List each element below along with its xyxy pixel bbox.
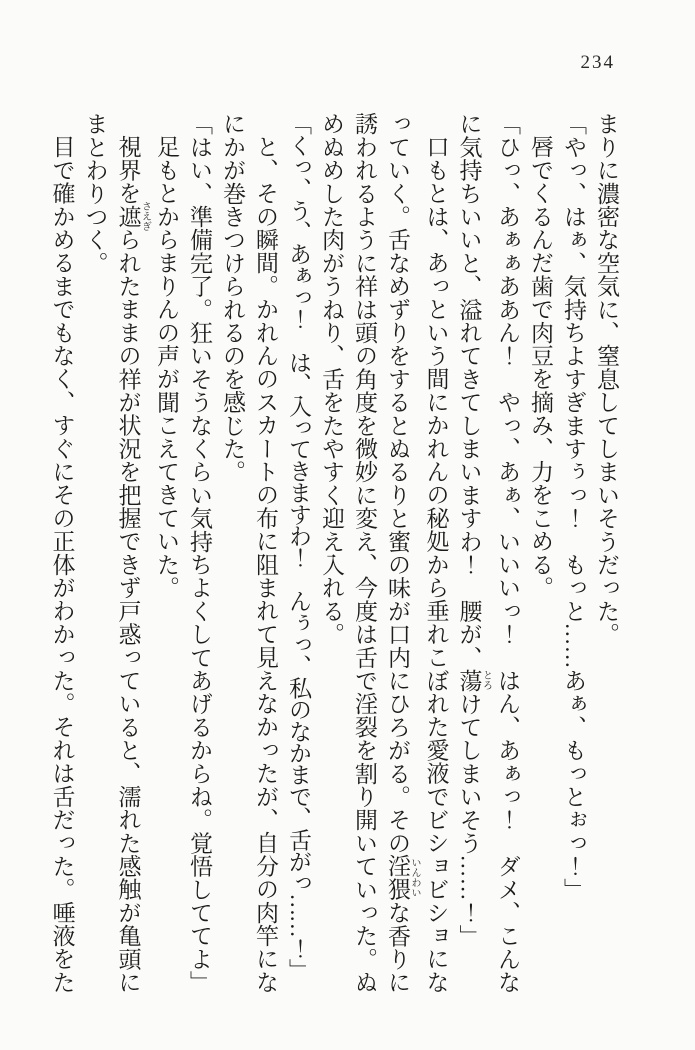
text-line: 目で確かめるまでもなく、すぐにその正体がわかった。それは舌だった。唾液をた	[49, 135, 75, 994]
text-line: 足もとからまりんの声が聞こえてきていた。	[154, 135, 179, 599]
text-line: めぬめした肉がうねり、舌をたやすく迎え入れる。	[319, 112, 344, 646]
text-line: 視界を遮 さえぎられたままの祥が状況を把握できず戸惑っていると、濡れた感触が亀頭に	[115, 135, 151, 994]
text-line: と、その瞬間。かれんのスカートの布に阻まれて見えなかったが、自分の肉竿にな	[253, 135, 278, 994]
text-line: 「ひっ、あぁぁああん！ やっ、あぁ、いいいっ！ はん、あぁっ！ ダメ、こんな	[495, 112, 520, 994]
text-line: 「くっ、う、あぁっ！ は、入ってきますわ！ んぅっ、私のなかまで、舌がっ……！」	[286, 112, 311, 981]
page-number: 234	[580, 52, 615, 73]
text-line: 誘われるように祥は頭の角度を微妙に変え、今度は舌で淫裂を割り開いていった。ぬ	[352, 112, 377, 994]
text-line: まりに濃密な空気に、窒息してしまいそうだった。	[594, 112, 619, 646]
text-line: にかが巻きつけられるのを感じた。	[220, 112, 245, 484]
text-line: に気持ちいいと、溢れてきてしまいますわ！ 腰が、蕩 とろけてしまいそう……！」	[456, 112, 492, 948]
furigana-ruby: 遮 さえぎ	[115, 201, 151, 232]
text-line: 「やっ、はぁ、気持ちよすぎますぅっ！ もっと……あぁ、もっとぉっ！」	[561, 112, 586, 901]
text-line: 「はい、準備完了。狂いそうなくらい気持ちよくしてあげるからね。覚悟しててよ」	[187, 112, 212, 994]
body-text	[46, 112, 624, 1044]
text-line: っていく。舌なめずりをするとぬるりと蜜の味が口内にひろがる。その淫猥 いんわいな香りに	[385, 112, 420, 994]
furigana-ruby: 蕩 とろ	[456, 668, 492, 693]
text-line: 唇でくるんだ歯で肉豆を摘み、力をこめる。	[528, 135, 553, 599]
furigana-ruby: 淫猥 いんわい	[385, 854, 420, 901]
text-line: 口もとは、あっという間にかれんの秘処から垂れこぼれた愛液でビショビショにな	[423, 135, 449, 994]
text-line: まとわりつく。	[82, 112, 108, 275]
